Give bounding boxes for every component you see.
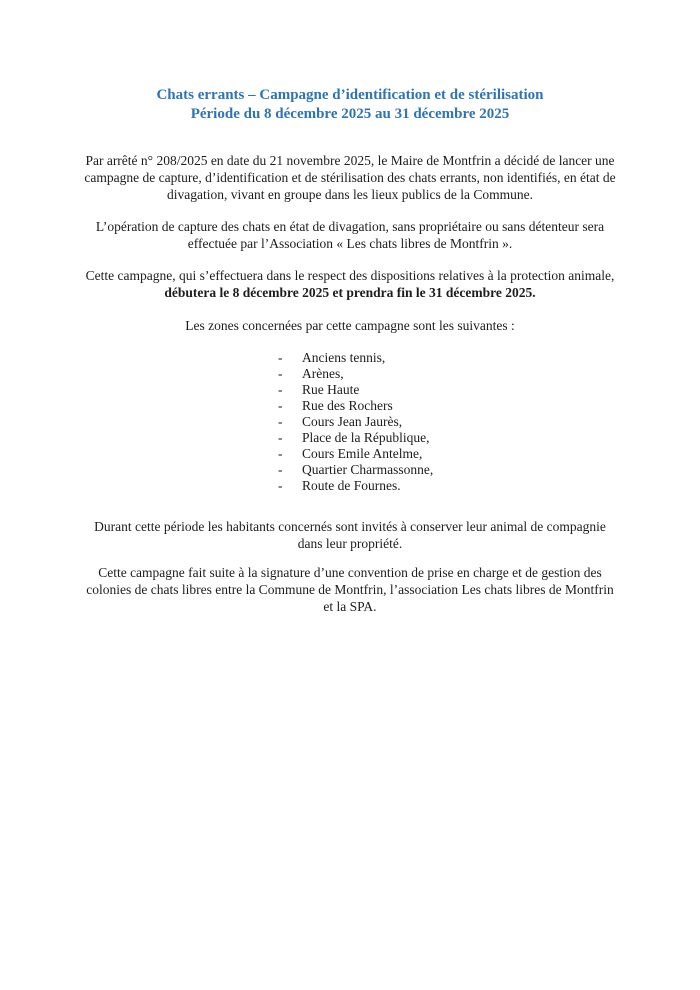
- list-bullet: -: [278, 398, 283, 413]
- campagne-dates-text: Cette campagne, qui s’effectuera dans le respect des dispositions relatives à la protection animale,: [85, 268, 615, 283]
- zones-list: [278, 350, 618, 494]
- zones-intro: Les zones concernées par cette campagne sont les suivantes :: [185, 318, 515, 333]
- list-item: [278, 350, 618, 366]
- list-bullet: -: [278, 462, 283, 477]
- list-bullet: -: [278, 446, 283, 461]
- zone-label: Rue des Rochers: [302, 398, 393, 413]
- list-item: [278, 430, 618, 446]
- title-line-1: Chats errants – Campagne d’identification et de stérilisation: [156, 87, 544, 103]
- paragraph-convention: Cette campagne fait suite à la signature d’une convention de prise en charge et de gestion des colonies de chats libres entre la Commune de Montfrin, l’association Les chats libres de Montfrin et la SPA.: [86, 565, 614, 614]
- zone-label: Place de la République,: [302, 430, 430, 445]
- list-bullet: -: [278, 382, 283, 397]
- zone-label: Route de Fournes.: [302, 478, 401, 493]
- list-bullet: -: [278, 350, 283, 365]
- list-item: [278, 382, 618, 398]
- list-item: [278, 414, 618, 430]
- list-item: [278, 462, 618, 478]
- paragraph-habitants: Durant cette période les habitants concernés sont invités à conserver leur animal de compagnie dans leur propriété.: [94, 519, 606, 551]
- paragraph-campagne-dates: [82, 267, 618, 301]
- zone-label: Anciens tennis,: [302, 350, 386, 365]
- paragraph-operation: L’opération de capture des chats en état de divagation, sans propriétaire ou sans détenteur sera effectuée par l’Association « Les chats libres de Montfrin ».: [95, 219, 605, 251]
- campagne-dates-bold: débutera le 8 décembre 2025 et prendra fin le 31 décembre 2025.: [164, 285, 536, 300]
- zone-label: Rue Haute: [302, 382, 360, 397]
- list-bullet: -: [278, 366, 283, 381]
- list-bullet: -: [278, 414, 283, 429]
- list-bullet: -: [278, 478, 283, 493]
- zone-label: Arènes,: [302, 366, 344, 381]
- list-bullet: -: [278, 430, 283, 445]
- zone-label: Quartier Charmassonne,: [302, 462, 434, 477]
- zone-label: Cours Emile Antelme,: [302, 446, 423, 461]
- list-item: [278, 446, 618, 462]
- list-item: [278, 366, 618, 382]
- title-line-2: Période du 8 décembre 2025 au 31 décembre 2025: [190, 106, 510, 122]
- document-title: [82, 86, 618, 124]
- list-item: [278, 398, 618, 414]
- zone-label: Cours Jean Jaurès,: [302, 414, 403, 429]
- list-item: [278, 478, 618, 494]
- paragraph-arrete: Par arrêté n° 208/2025 en date du 21 novembre 2025, le Maire de Montfrin a décidé de lancer une campagne de capture, d’identification et de stérilisation des chats errants, non identifiés, en état de divagation, vivant en groupe dans les lieux publics de la Commune.: [84, 153, 616, 202]
